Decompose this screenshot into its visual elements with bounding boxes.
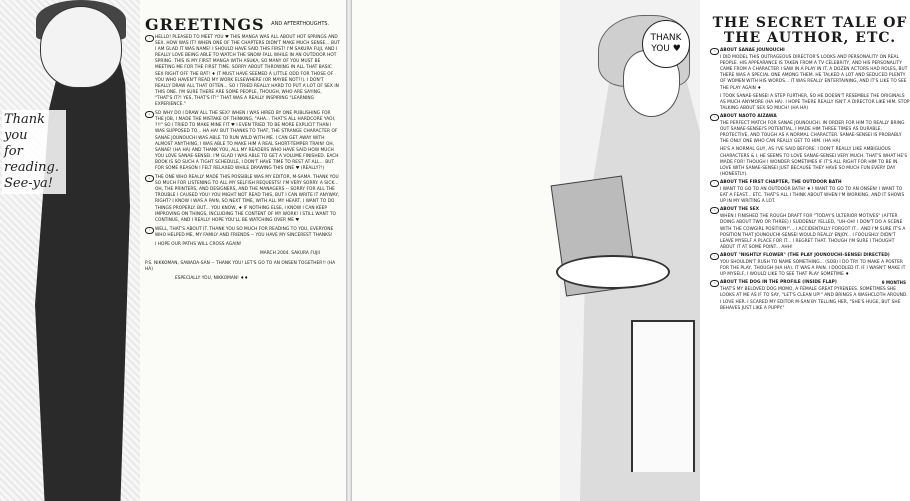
sign-off: ESPECIALLY YOU, NIKKOMAN! ♦♦	[175, 276, 249, 282]
paragraph-text: THE ONE WHO REALLY MADE THIS POSSIBLE WAS MY EDITOR, M-SAMA. THANK YOU SO MUCH FOR LISTENING TO ALL MY SELFISH REQUESTS! I'M VERY SORRY. A SICK... OH, THE PRINTERS, AND DESIGNERS, AND THE MANAGERS -- SORRY FOR ALL THE TROUBLE I CAUSED YOU! YOU MIGHT NOT READ THIS, BUT I CAN WRITE IT ANYWAY, RIGHT? I KNOW I WAS A PAIN, SO NEXT TIME, WITH ALL MY HEART, I WANT TO DO THINGS PROPERLY. BUT... YOU KNOW, ♦ IF NOTHING ELSE, I KNOW I CAN KEEP IMPROVING ON THINGS, INCLUDING THE CONTENT OF MY WORK! I STILL WANT TO CONTINUE, AND I REALLY HOPE YOU'LL BE WATCHING OVER ME ♥	[155, 175, 340, 223]
bullet-icon: ◦	[710, 280, 719, 287]
heading-text: ABOUT NAOTO AIZAWA	[720, 113, 777, 119]
section-paragraph: HE'S A NORMAL GUY, AS I'VE SAID BEFORE. I DON'T REALLY LIKE AMBIGUOUS CHARACTERS & I. HE SEEMS TO LOVE SANAE-SENSEI VERY MUCH. THAT'S WHAT HE'S MADE FOR! THOUGH I WONDER SOMETIMES IF IT'S ALL RIGHT FOR HIM TO BE IN LOVE WITH SANAE-SENSEI JUST BECAUSE THEY HAVE SO MUCH FUN EVERY DAY (HONESTLY).	[720, 147, 908, 177]
bullet-icon: ◦	[145, 111, 154, 118]
paragraph-text: HELLO! PLEASED TO MEET YOU ♥ THIS MANGA WAS ALL ABOUT HOT SPRINGS AND SEX. HOW WAS IT? WHEN ONE OF THE CHAPTERS DIDN'T MAKE MUCH SENSE... BUT I AM GLAD IT WAS NAME! I SHOULD HAVE SAID THIS FIRST! I'M SAKURA FUJI, AND I REALLY LOVE BEING ABLE TO WATCH THE SNOW FALL WHILE IN AN OUTDOOR HOT SPRING. THIS IS MY FIRST MANGA WITH ASUKA, SO MANY OF YOU MUST BE MEETING ME FOR THE FIRST TIME. SORRY ABOUT THROWING IN ALL THAT BASIC SEX RIGHT OFF THE BAT! ♦ IT MUST HAVE SEEMED A LITTLE ODD FOR THOSE OF YOU WHO HAVEN'T READ MY WORK ELSEWHERE (OR MAYBE NOT?!). I DON'T REALLY DRAW ALL THAT OFTEN... SO I TRIED REALLY HARD TO PUT A LOT OF SEX IN THIS ONE. I'M SURE THERE ARE SOME PEOPLE, THOUGH, WHO ARE SAYING, "THAT'S IT?! YES, THAT'S IT!" THAT WAS A REALLY INSPIRING "LEARNING EXPERIENCE."	[155, 35, 340, 108]
section-heading	[710, 207, 910, 213]
right-page	[352, 0, 910, 501]
bullet-icon: ◦	[145, 227, 154, 234]
section-paragraph: I DID MODEL THIS OUTRAGEOUS DIRECTOR'S LOOKS AND PERSONALITY ON REAL PEOPLE. HIS APPEARANCE IS TAKEN FROM A TV CELEBRITY, AND HIS PERSONALITY CAME FROM A CHARACTER I SAW IN A PLAY IN IT. A DOZEN ACTORS HAD ROLES, BUT THERE WAS A SPECIAL ONE AMONG THEM. HE TALKED A LOT AND SEDUCED PLENTY OF WOMEN WITH HIS WORDS... IT WAS REALLY ENTERTAINING, AND IT'S LIKE TO SEE THE PLAY AGAIN ♦	[720, 55, 908, 91]
title-line-2: THE AUTHOR, ETC.	[723, 30, 897, 46]
chair-prop	[631, 320, 695, 472]
title-line-1: THE SECRET TALE OF	[712, 15, 908, 31]
heading-text: ABOUT SANAE JOUNOUCHI	[720, 48, 785, 53]
handwritten-thank-you	[2, 110, 66, 194]
section-heading	[710, 253, 910, 259]
section-paragraph: THAT'S MY BELOVED DOG MOMO, A FEMALE GREAT PYRENEES. SOMETIMES SHE LOOKS AT ME AS IF TO SAY, "LET'S CLEAN UP!" AND BRINGS A WASHCLOTH AROUND. I LOVE HER. I SCARED MY EDITOR M-SAN BY TELLING HER, "SHE'S HUGE, BUT SHE BEHAVES JUST LIKE A PUPPY."	[720, 287, 908, 311]
right-illustration	[560, 0, 700, 501]
bullet-icon: ◦	[710, 207, 719, 214]
secret-tale-title	[710, 16, 910, 46]
section-heading	[710, 280, 910, 286]
speech-bubble: THANK YOU ♥	[642, 20, 690, 68]
character-face	[40, 6, 122, 88]
signature: MARCH 2004. SAKURA FUJII	[259, 251, 320, 257]
paragraph	[145, 35, 340, 108]
greetings-title	[145, 16, 340, 33]
note-line-3: reading.	[4, 160, 59, 175]
left-illustration	[0, 0, 140, 501]
section-heading	[710, 48, 910, 54]
bullet-icon: ◦	[145, 175, 154, 182]
paragraph-text: SO WHY DO I DRAW ALL THE SEX? WHEN I WAS HIRED BY ONE PUBLISHING FOR THE JOB, I MADE THE MISTAKE OF THINKING, "AHA... THAT'S ALL HARDCORE YAOI, ?!!" SO I TRIED TO MAKE MINE FIT ♥ I EVEN TRIED TO BE MORE EXPLICIT THAN I WAS SUPPOSED TO... HA HA! BUT THANKS TO THAT, THE STRANGE CHARACTER OF SANAE JOUNOUCHI WAS ABLE TO RUN WILD WITH ME. I CAN GET AWAY WITH ALMOST ANYTHING, I WAS ABLE TO MAKE HIM A REAL SHORT-TEMPER TRAIN! OH, SANAE! (HA HA) AND THANK YOU, ALL MY READERS WHO HAVE SAID HOW MUCH YOU LOVE SANAE-SENSEI. I'M GLAD I WAS ABLE TO GET A VOLUME FINISHED. EACH BOOK IS SO SUCH A TIGHT SCHEDULE, I DON'T HAVE TIME TO REST AT ALL... BUT FOR SOME REASON I FELT RELAXED WHILE DRAWING THIS ONE ♥ (REALLY?!)	[155, 111, 339, 171]
table-prop	[556, 255, 670, 289]
section-paragraph: YOU SHOULDN'T RUSH TO NAME SOMETHING... (SOB) I DO TRY TO MAKE A POSTER FOR THE PLAY, THOUGH (HA HA). IT WAS A PAIN. I DOODLED IT. IF I WASN'T MAKE IT UP MYSELF, I WOULD LIKE TO SEE THAT PLAY SOMETIME ♦	[720, 260, 906, 278]
title-suffix: AND AFTERTHOUGHTS.	[271, 21, 330, 27]
section-heading	[710, 114, 910, 120]
note-line-1: Thank you	[4, 112, 46, 143]
left-page	[0, 0, 346, 501]
bullet-icon: ◦	[710, 180, 719, 187]
paragraph-text: WELL, THAT'S ABOUT IT. THANK YOU SO MUCH FOR READING TO YOU, EVERYONE WHO HELPED ME, MY FAMILY AND FRIENDS -- YOU HAVE MY SINCEREST THANKS!	[155, 226, 334, 238]
greetings-column	[145, 16, 340, 496]
section-paragraph: WHEN I FINISHED THE ROUGH DRAFT FOR "TODAY'S ULTERIOR MOTIVES" (AFTER DOING ABOUT TWO OR THREE) I SUDDENLY YELLED, "UH-OH! I DON'T DO A SCENE WITH THE COWGIRL POSITION!"... I ACCIDENTALLY FORGOT IT... AND I'M SURE IT'S A POSITION THAT JOUNOUCHI-SENSEI WOULD REALLY ENJOY... I FOOLISHLY DIDN'T LEAVE MYSELF A PLACE FOR IT... I REGRET THAT. THOUGH I'M SURE I THOUGHT ABOUT IT AT SOME POINT... AHH!	[720, 214, 906, 250]
margin-note: 9 MONTHS	[881, 280, 906, 286]
paragraph	[145, 111, 340, 172]
heading-text: ABOUT THE DOG IN THE PROFILE (INSIDE FLAP)	[720, 280, 837, 286]
bullet-icon: ◦	[710, 114, 719, 121]
note-line-4: See-ya!	[4, 176, 54, 191]
postscript: P.S. NIKKOMAN, SAWADA-SAN -- THANK YOU! LET'S GO TO AN ONSEN TOGETHER!! (HA HA)	[145, 261, 336, 273]
heading-text: ABOUT THE FIRST CHAPTER, THE OUTDOOR BATH	[720, 179, 842, 185]
bullet-icon: ◦	[710, 48, 719, 55]
heading-text: ABOUT THE SEX	[720, 207, 760, 213]
section-paragraph: I TOOK SANAE-SENSEI A STEP FURTHER, SO HE DOESN'T RESEMBLE THE ORIGINALS AS MUCH ANYMORE (HA HA). I HOPE THERE REALLY ISN'T A DIRECTOR LIKE HIM. STOP TALKING ABOUT SEX SO MUCH! (HA HA)	[720, 93, 910, 111]
title-text: GREETINGS	[145, 15, 265, 34]
paragraph	[145, 175, 340, 224]
section-paragraph: THE PERFECT MATCH FOR SANAE JOUNOUCHI. IN ORDER FOR HIM TO REALLY BRING OUT SANAE-SENSEI'S POTENTIAL, I MADE HIM THREE TIMES AS DURABLE, PROTECTIVE, AND TOUGH AS A NORMAL CHARACTER. SANAE-SENSEI IS PROBABLY THE ONLY ONE WHO CAN REALLY GET TO HIM. (HA HA)	[720, 121, 905, 145]
heading-text: ABOUT "NIGHTLY FLOWER" (THE PLAY JOUNOUCHI-SENSEI DIRECTED)	[720, 252, 890, 258]
secret-tale-column	[710, 16, 910, 496]
section-paragraph: I WANT TO GO TO AN OUTDOOR BATH! ♦ I WANT TO GO TO AN ONSEN! I WANT TO EAT A FEAST... ETC. THAT'S ALL I THINK ABOUT WHEN I'M WORKING, AND IT SHOWS UP IN MY WRITING A LOT.	[720, 186, 905, 205]
note-line-2: for	[4, 144, 23, 159]
section-heading	[710, 180, 910, 186]
paragraph	[145, 227, 340, 239]
closing-line: I HOPE OUR PATHS WILL CROSS AGAIN!	[155, 242, 242, 247]
bullet-icon: ◦	[710, 253, 719, 260]
bullet-icon: ◦	[145, 35, 154, 42]
